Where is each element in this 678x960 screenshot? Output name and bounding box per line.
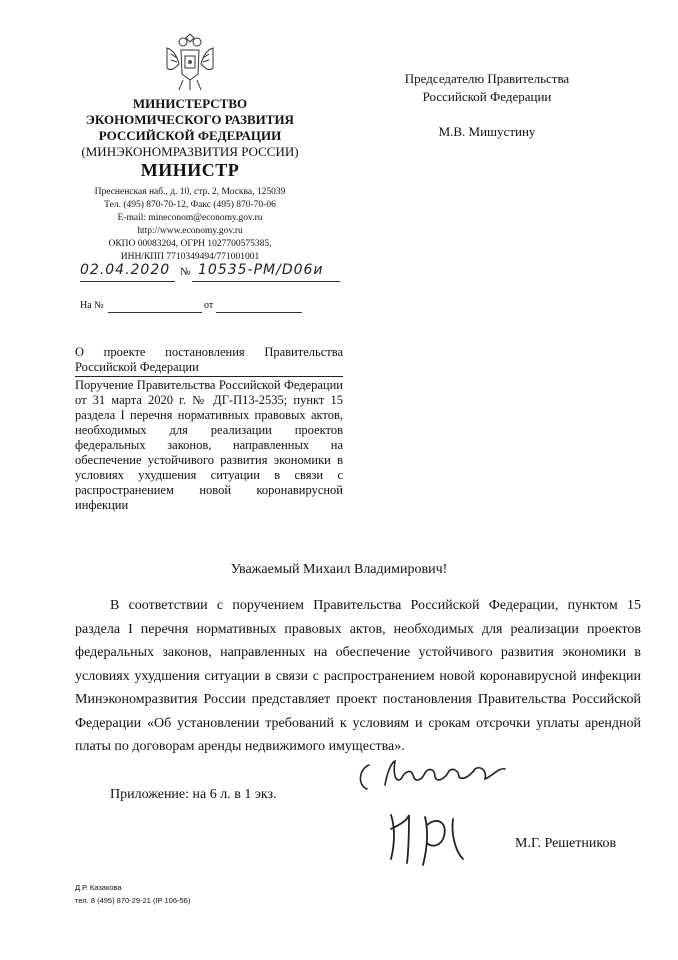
handwritten-resolution <box>355 755 525 875</box>
addressee-line2: Российской Федерации <box>422 89 552 104</box>
reply-number-underline <box>108 312 202 313</box>
ministry-okpo: ОКПО 00083204, ОГРН 1027700575385, <box>108 239 272 249</box>
ministry-email: E-mail: mineconom@economy.gov.ru <box>117 213 263 223</box>
executor-phone: тел. 8 (495) 870-29-21 (IP 106-56) <box>75 896 191 905</box>
subject-divider <box>75 376 343 377</box>
number-sign: № <box>180 266 191 278</box>
number-underline <box>192 281 340 282</box>
addressee-name: М.В. Мишустину <box>438 124 536 139</box>
reply-from-label: от <box>204 300 214 311</box>
ministry-short-name: (МИНЭКОНОМРАЗВИТИЯ РОССИИ) <box>81 144 299 159</box>
letterhead-title: МИНИСТР <box>140 160 240 180</box>
ministry-name-line1: МИНИСТЕРСТВО <box>132 96 248 111</box>
coat-of-arms-emblem <box>163 28 217 94</box>
ministry-phone: Тел. (495) 870-70-12, Факс (495) 870-70-06 <box>104 200 276 210</box>
reply-date-underline <box>216 312 302 313</box>
registration-number: 10535-PM/D06и <box>198 262 324 278</box>
body-paragraph-block <box>75 594 641 759</box>
ministry-website: http://www.economy.gov.ru <box>137 226 243 236</box>
ministry-address: Пресненская наб., д. 10, стр. 2, Москва, 125039 <box>94 187 286 197</box>
executor-name: Д.Р. Казакова <box>75 883 122 892</box>
reply-line <box>80 300 340 316</box>
ministry-inn: ИНН/КПП 7710349494/771001001 <box>120 252 260 262</box>
addressee-line1: Председателю Правительства <box>404 71 570 86</box>
registration-line <box>80 262 340 284</box>
date-underline <box>80 281 175 282</box>
body-paragraph: В соответствии с поручением Правительства Российской Федерации, пунктом 15 раздела I перечня нормативных правовых актов, необходимых для реализации проектов федеральных законов, направленных на обеспечение устойчивого развития экономики в условиях ухудшения ситуации в связи с распространением новой коронавирусной инфекции Минэкономразвития России представляет проект постановления Правительства Российской Федерации «Об установлении требований к условиям и срокам отсрочки уплаты арендной платы по договорам аренды недвижимого имущества». <box>75 598 641 754</box>
greeting: Уважаемый Михаил Владимирович! <box>230 562 448 577</box>
attachment-note: Приложение: на 6 л. в 1 экз. <box>110 787 277 802</box>
subject-basis: Поручение Правительства Российской Федерации от 31 марта 2020 г. № ДГ-П13-2535; пункт 15 раздела I перечня нормативных правовых актов, необходимых для реализации проектов федеральных законов, направленных на обеспечение устойчивого развития экономики в условиях ухудшения ситуации в связи с распространением новой коронавирусной инфекции <box>75 378 343 512</box>
ministry-name-line2: ЭКОНОМИЧЕСКОГО РАЗВИТИЯ <box>86 112 294 127</box>
ministry-name-line3: РОССИЙСКОЙ ФЕДЕРАЦИИ <box>98 128 282 143</box>
subject-title: О проекте постановления Правительства Российской Федерации <box>75 345 343 374</box>
signatory-name: М.Г. Решетников <box>515 836 617 851</box>
reply-prefix: На № <box>80 300 104 311</box>
registration-date: 02.04.2020 <box>80 262 171 278</box>
